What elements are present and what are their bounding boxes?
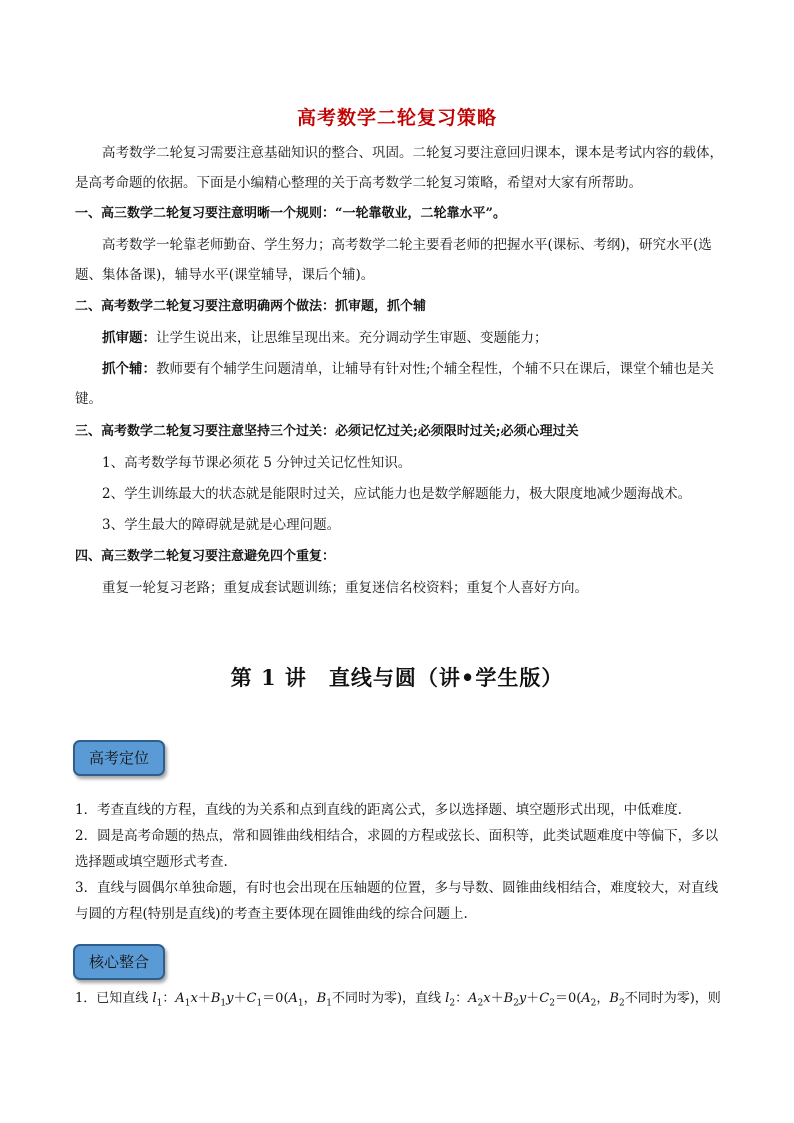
section-3-item: 2、学生训练最大的状态就是能限时过关，应试能力也是数学解题能力，极大限度地减少题海战术。 xyxy=(102,486,692,502)
section-1-heading: 一、高三数学二轮复习要注意明晰一个规则：“一轮靠敬业，二轮靠水平”。 xyxy=(75,206,506,221)
section-3-item: 1、高考数学每节课必须花 5 分钟过关记忆性知识。 xyxy=(102,455,412,471)
section-badge-positioning: 高考定位 xyxy=(73,740,165,776)
item-1-label: 抓审题： xyxy=(102,330,156,346)
intro-paragraph: 高考数学二轮复习需要注意基础知识的整合、巩固。二轮复习要注意回归课本，课本是考试内容的载体，是高考命题的依据。下面是小编精心整理的关于高考数学二轮复习策略，希望对大家有所帮助。 xyxy=(75,145,723,191)
positioning-item: 2．圆是高考命题的热点，常和圆锥曲线相结合，求圆的方程或弦长、面积等，此类试题难度中等偏下，多以选择题或填空题形式考查. xyxy=(75,828,719,870)
positioning-item: 1．考查直线的方程，直线的为关系和点到直线的距离公式，多以选择题、填空题形式出现，中低难度. xyxy=(75,802,682,818)
section-3-heading: 三、高考数学二轮复习要注意坚持三个过关：必须记忆过关;必须限时过关;必须心理过关 xyxy=(75,424,579,439)
section-2-heading: 二、高考数学二轮复习要注意明确两个做法：抓审题，抓个辅 xyxy=(75,299,427,314)
section-badge-core: 核心整合 xyxy=(73,944,165,980)
item-1-text: 让学生说出来，让思维呈现出来。充分调动学生审题、变题能力； xyxy=(156,330,548,346)
section-4-body: 重复一轮复习老路；重复成套试题训练；重复迷信名校资料；重复个人喜好方向。 xyxy=(102,580,588,596)
section-2-item-2 xyxy=(75,354,725,414)
section-4-heading: 四、高三数学二轮复习要注意避免四个重复： xyxy=(75,549,336,564)
core-item-1: 1．已知直线 $l_1$：$A_1x+B_1y+C_1=0(A_1$，$B_1$不同时为零)，直线 $l_2$：$A_2x+B_2y+C_2=0(A_2$，$B_2$不同时为零)，则 xyxy=(75,991,721,1009)
section-3-item: 3、学生最大的障碍就是就是心理问题。 xyxy=(102,517,341,533)
item-2-text: 教师要有个辅学生问题清单，让辅导有针对性;个辅全程性，个辅不只在课后，课堂个辅也是关键。 xyxy=(75,361,715,407)
lesson-title: 第 1 讲 直线与圆（讲•学生版） xyxy=(230,665,564,690)
section-1-body: 高考数学一轮靠老师勤奋、学生努力；高考数学二轮主要看老师的把握水平(课标、考纲)，研究水平(选题、集体备课)，辅导水平(课堂辅导，课后个辅)。 xyxy=(75,237,712,283)
item-2-label: 抓个辅： xyxy=(102,361,156,377)
document-title: 高考数学二轮复习策略 xyxy=(296,107,497,129)
section-2-item-1 xyxy=(75,323,725,353)
positioning-item: 3．直线与圆偶尔单独命题，有时也会出现在压轴题的位置，多与导数、圆锥曲线相结合，难度较大，对直线与圆的方程(特别是直线)的考查主要体现在圆锥曲线的综合问题上. xyxy=(75,880,719,922)
